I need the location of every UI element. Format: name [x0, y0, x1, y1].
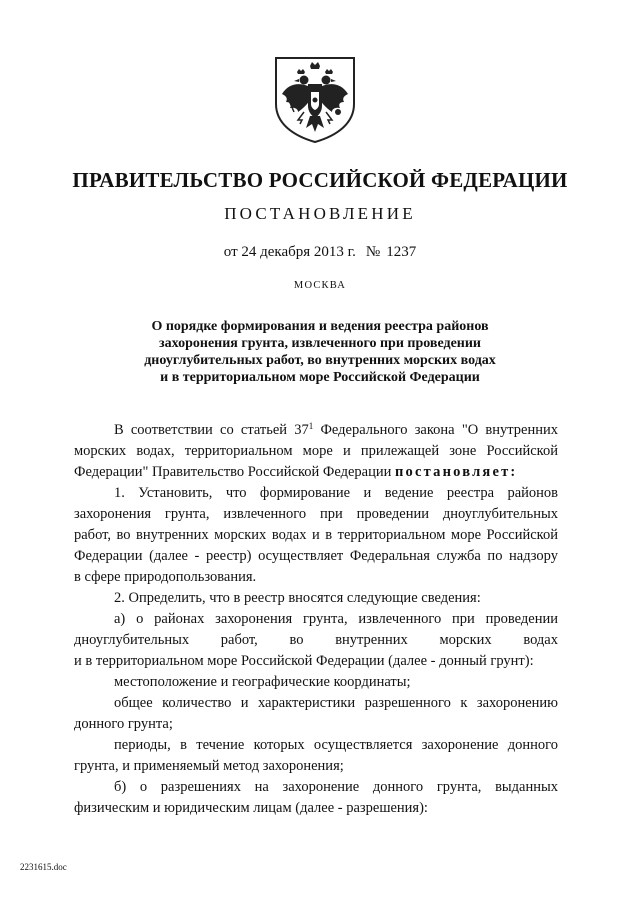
body-line: в сфере природопользования. — [74, 569, 257, 585]
government-title: ПРАВИТЕЛЬСТВО РОССИЙСКОЙ ФЕДЕРАЦИИ — [72, 168, 568, 192]
number-sign: № — [365, 244, 381, 260]
document-type: ПОСТАНОВЛЕНИЕ — [224, 204, 416, 223]
body-line: и в территориальном море Российской Федерации (далее - донный грунт): — [74, 653, 534, 669]
superscript: 1 — [308, 421, 314, 431]
body-line: захоронения грунта, извлеченного при проведении дноуглубительных — [74, 506, 558, 522]
heading-line: захоронения грунта, извлеченного при проведении — [159, 336, 481, 351]
body-line: местоположение и географические координаты; — [114, 674, 411, 690]
body-line: дноуглубительных работ, во внутренних морских водах — [74, 632, 558, 648]
body-line: Федерации" Правительство Российской Федерации постановляет: — [74, 464, 518, 480]
body-line: физическим и юридическим лицам (далее - разрешения): — [74, 800, 428, 816]
heading-line: дноуглубительных работ, во внутренних морских водах — [144, 353, 496, 368]
body-line: периоды, в течение которых осуществляется захоронение донного — [114, 737, 558, 753]
body-line: 1. Установить, что формирование и ведение реестра районов — [114, 485, 558, 501]
file-code: 2231615.doc — [20, 862, 67, 872]
decree-date: от 24 декабря 2013 г. — [223, 244, 356, 260]
document-body — [74, 420, 558, 819]
body-line: а) о районах захоронения грунта, извлеченного при проведении — [114, 611, 558, 627]
document-heading — [100, 318, 540, 386]
city: МОСКВА — [293, 280, 347, 291]
decree-number: 1237 — [386, 244, 417, 260]
body-line: общее количество и характеристики разрешенного к захоронению — [114, 695, 558, 711]
heading-line: и в территориальном море Российской Федерации — [160, 370, 480, 385]
body-line: морских водах, территориальном море и прилежащей зоне Российской — [74, 443, 558, 459]
double-headed-eagle-icon — [270, 54, 360, 144]
body-line: грунта, и применяемый метод захоронения; — [74, 758, 344, 774]
body-line: 2. Определить, что в реестр вносятся следующие сведения: — [114, 590, 481, 606]
body-line: б) о разрешениях на захоронение донного грунта, выданных — [114, 779, 558, 795]
date-number-line — [0, 244, 640, 261]
body-line: Федерации (далее - реестр) осуществляет Федеральная служба по надзору — [74, 548, 558, 564]
body-line: донного грунта; — [74, 716, 173, 732]
resolves-word: постановляет: — [395, 464, 518, 480]
heading-line: О порядке формирования и ведения реестра районов — [151, 319, 489, 334]
body-line: В соответствии со статьей $37^1$ Федерального закона "О внутренних — [114, 421, 558, 438]
body-line: работ, во внутренних морских водах и в территориальном море Российской — [74, 527, 558, 543]
